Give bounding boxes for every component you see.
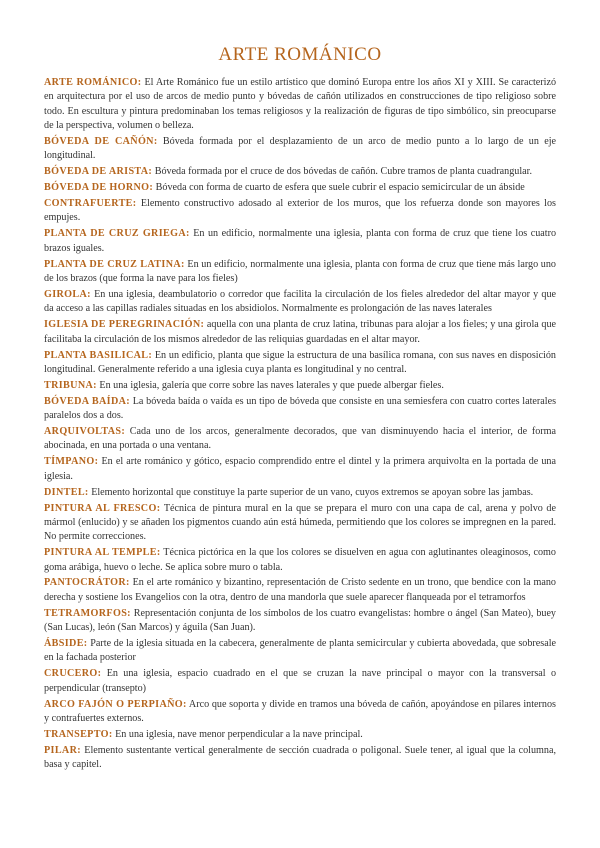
glossary-definition: En una iglesia, espacio cuadrado en el que se cruzan la nave principal o mayor con la transversal o perpendicular (transepto) — [44, 668, 557, 694]
glossary-definition: Técnica pictórica en la que los colores se disuelven en agua con aglutinantes oleaginosos, como goma arábiga, huevo o leche. Se aplica sobre muro o tabla. — [44, 547, 556, 573]
glossary-term: PLANTA DE CRUZ GRIEGA: — [44, 228, 190, 240]
glossary-term: PANTOCRÁTOR: — [44, 577, 130, 589]
glossary-definition: Bóveda con forma de cuarto de esfera que suele cubrir el espacio semicircular de un ábside — [155, 182, 525, 194]
document-title: ARTE ROMÁNICO — [218, 44, 382, 65]
glossary-definition: aquella con una planta de cruz latina, tribunas para alojar a los fieles; y una girola que facilitaba la circulación de los mismos alrededor de las reliquias guardadas en el altar mayor. — [44, 319, 557, 345]
glossary-term: BÓVEDA BAÍDA: — [44, 395, 131, 407]
glossary-entry — [44, 181, 556, 195]
glossary-entry — [44, 698, 556, 727]
glossary-definition: En un edificio, planta que sigue la estructura de una basílica romana, con sus naves en disposición longitudinal. Generalmente referido a una iglesia cuya planta es longitudinal y no central. — [44, 349, 556, 375]
glossary-entry — [44, 667, 556, 696]
glossary-definition: En una iglesia, nave menor perpendicular a la nave principal. — [115, 728, 363, 740]
glossary-entry — [44, 379, 556, 393]
glossary-entry — [44, 318, 556, 347]
glossary-term: PLANTA DE CRUZ LATINA: — [44, 258, 185, 270]
glossary-definition: En el arte románico y gótico, espacio comprendido entre el dintel y la primera arquivolta en la portada de una iglesia. — [44, 456, 556, 482]
glossary-term: ÁBSIDE: — [44, 638, 88, 650]
document-page — [44, 44, 556, 774]
glossary-term: TRIBUNA: — [44, 379, 97, 391]
glossary-entry — [44, 486, 556, 500]
glossary-entry — [44, 546, 556, 575]
glossary-definition: En una iglesia, deambulatorio o corredor que facilita la circulación de los fieles alrededor del altar mayor y que da acceso a las capillas radiales situadas en los absidiolos. Normalmente es prolongación de las naves laterales — [44, 288, 556, 315]
glossary-term: BÓVEDA DE CAÑÓN: — [44, 135, 158, 147]
glossary-entry — [44, 502, 556, 545]
glossary-term: ARCO FAJÓN O PERPIAÑO: — [44, 698, 187, 710]
glossary-definition: En el arte románico y bizantino, representación de Cristo sedente en un trono, que bendice con la mano derecha y sostiene los Evangelios con la otra, dentro de una mandorla que suele aparecer flanqueada por el tetramorfos — [44, 577, 556, 603]
glossary-entry — [44, 576, 556, 605]
glossary-entry — [44, 135, 556, 164]
glossary-definition: Técnica de pintura mural en la que se prepara el muro con una capa de cal, arena y polvo de mármol (enlucido) y se añaden los pigmentos cuando aún está húmeda, permitiendo que los colores se impregnen en la pared. No permite correcciones. — [44, 502, 556, 543]
glossary-definition: Parte de la iglesia situada en la cabecera, generalmente de planta semicircular y cubierta abovedada, que sobresale en la fachada posterior — [44, 638, 557, 664]
glossary-definition: En un edificio, normalmente una iglesia, planta con forma de cruz que tiene más largo uno de los brazos (que forma la nave para los fieles) — [44, 258, 556, 284]
glossary-term: TRANSEPTO: — [44, 728, 113, 740]
glossary-term: CONTRAFUERTE: — [44, 198, 137, 210]
glossary-entry — [44, 197, 556, 226]
glossary-term: ARQUIVOLTAS: — [44, 426, 126, 438]
glossary-definition: En una iglesia, galería que corre sobre las naves laterales y que puede albergar fieles. — [99, 379, 444, 391]
glossary-term: DINTEL: — [44, 486, 89, 498]
glossary-definition: Elemento sustentante vertical generalmente de sección cuadrada o poligonal. Suele tener, al igual que la columna, basa y capitel. — [44, 744, 557, 771]
glossary-term: PILAR: — [44, 744, 81, 756]
glossary-term: TETRAMORFOS: — [44, 607, 131, 619]
glossary-entry — [44, 349, 556, 378]
glossary-term: BÓVEDA DE HORNO: — [44, 182, 154, 194]
glossary-entry — [44, 227, 556, 256]
glossary-entry — [44, 744, 556, 773]
glossary-definition: El Arte Románico fue un estilo artístico que dominó Europa entre los años XI y XIII. Se caracterizó en arquitectura por el uso de arcos de medio punto y bóvedas de cañón utilizados en construcciones de tipo religioso sobre todo. En escultura y pintura predominaban los temas religiosos y la realización de figuras de tipo simbólico, sin preocuparse de la perspectiva, volumen o belleza. — [44, 77, 557, 131]
glossary-entry — [44, 258, 556, 287]
glossary-term: PLANTA BASILICAL: — [44, 349, 153, 361]
glossary-entry — [44, 637, 556, 666]
glossary-definition: Bóveda formada por el desplazamiento de un arco de medio punto a lo largo de un eje longitudinal. — [44, 135, 557, 162]
glossary-entry — [44, 76, 556, 133]
glossary-entry — [44, 425, 556, 454]
glossary-definition: Representación conjunta de los símbolos de los cuatro evangelistas: hombre o ángel (San Mateo), buey (San Lucas), león (San Marcos) y águila (San Juan). — [44, 607, 556, 634]
glossary-term: ARTE ROMÁNICO: — [44, 77, 142, 88]
glossary-definition: Arco que soporta y divide en tramos una bóveda de cañón, apoyándose en pilares internos y contrafuertes externos. — [44, 698, 556, 724]
glossary-term: CRUCERO: — [44, 668, 102, 680]
glossary-term: TÍMPANO: — [44, 456, 99, 468]
glossary-definition: Elemento constructivo adosado al exterior de los muros, que los refuerza donde son mayores los empujes. — [44, 198, 556, 224]
glossary-entry — [44, 607, 556, 636]
glossary-definition: En un edificio, normalmente una iglesia, planta con forma de cruz que tiene los cuatro brazos iguales. — [44, 228, 557, 254]
glossary-entry — [44, 288, 556, 317]
glossary-definition: Elemento horizontal que constituye la parte superior de un vano, cuyos extremos se apoyan sobre las jambas. — [91, 486, 534, 498]
glossary-term: BÓVEDA DE ARISTA: — [44, 166, 153, 178]
glossary-term: IGLESIA DE PEREGRINACIÓN: — [44, 319, 205, 331]
glossary-term: PINTURA AL FRESCO: — [44, 502, 161, 514]
glossary-list — [44, 76, 556, 772]
glossary-definition: Bóveda formada por el cruce de dos bóvedas de cañón. Cubre tramos de planta cuadrangular. — [154, 166, 532, 178]
glossary-definition: Cada uno de los arcos, generalmente decorados, que van disminuyendo hacia el interior, de forma abocinada, en una portada o una ventana. — [44, 426, 556, 452]
glossary-term: PINTURA AL TEMPLE: — [44, 547, 161, 559]
glossary-entry — [44, 165, 556, 179]
glossary-entry — [44, 455, 556, 484]
glossary-entry — [44, 728, 556, 742]
glossary-term: GIROLA: — [44, 288, 91, 300]
glossary-entry — [44, 395, 556, 424]
glossary-definition: La bóveda baída o vaída es un tipo de bóveda que consiste en una semiesfera con cuatro cortes laterales paralelos dos a dos. — [44, 395, 557, 422]
